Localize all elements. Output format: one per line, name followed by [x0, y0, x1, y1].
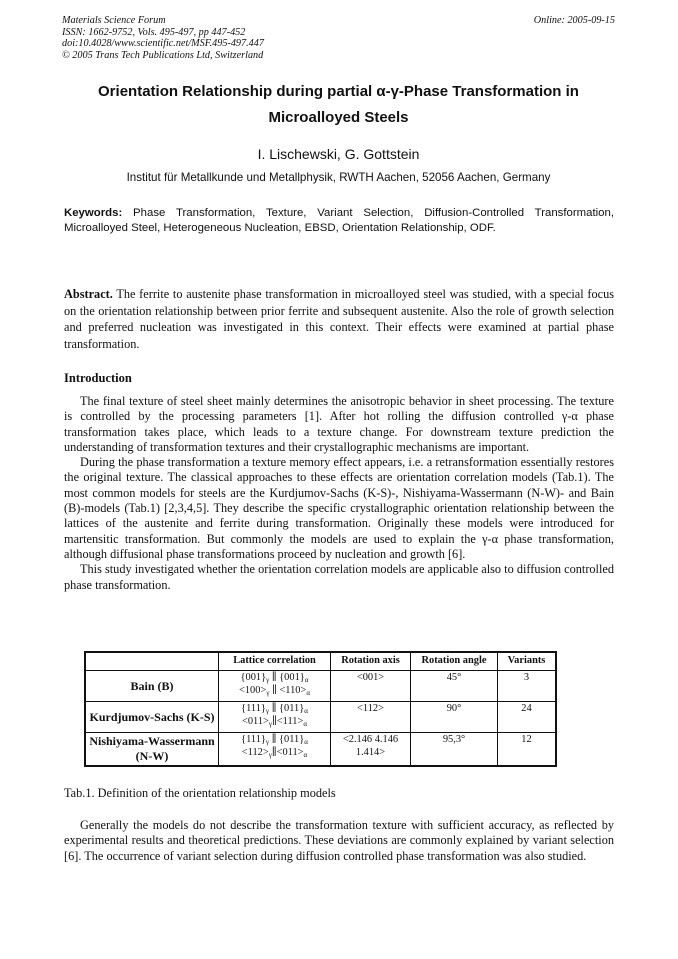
- rotation-angle: 45°: [411, 671, 498, 702]
- rotation-angle: 95,3°: [411, 733, 498, 767]
- table-row: [85, 671, 556, 702]
- plane-relation: $\{111\}_\gamma$ ∥ $\{011\}_\alpha$: [241, 734, 308, 746]
- abstract-block: [64, 286, 614, 352]
- rotation-angle: 90°: [411, 702, 498, 733]
- keywords-text: Phase Transformation, Texture, Variant Selection, Diffusion-Controlled Transformation, Microalloyed Steel, Heterogeneous Nucleation, EBSD, Orientation Relationship, ODF.: [64, 207, 614, 234]
- direction-relation: $<100>_\gamma$ ∥ $<110>_\alpha$: [239, 684, 310, 697]
- paper-title: Orientation Relationship during partial α-γ-Phase Transformation in Microalloyed Steels: [98, 83, 579, 126]
- lattice-correlation: [219, 702, 331, 733]
- abstract-label: Abstract.: [64, 287, 113, 301]
- table-header-cell: [85, 652, 219, 671]
- lattice-correlation: [219, 733, 331, 767]
- table-row: [85, 733, 556, 767]
- table-header-cell: Lattice correlation: [219, 652, 331, 671]
- abstract-text: The ferrite to austenite phase transformation in microalloyed steel was studied, with a special focus on the orientation relationship between prior ferrite and subsequent austenite. Also the role of growth selection and preferred nucleation was investigated in this context. Their effects were examined at partial phase transformation.: [64, 287, 614, 351]
- doi-line[interactable]: doi:10.4028/www.scientific.net/MSF.495-497.447: [62, 38, 264, 49]
- table-header-cell: Rotation angle: [411, 652, 498, 671]
- copyright-line: © 2005 Trans Tech Publications Ltd, Switzerland: [62, 49, 264, 61]
- variants: 3: [498, 671, 557, 702]
- issn-line: ISSN: 1662-9752, Vols. 495-497, pp 447-452: [62, 26, 246, 38]
- table-header-row: [85, 652, 556, 671]
- intro-paragraph-2: During the phase transformation a texture memory effect appears, i.e. a retransformation essentially restores the original texture. The classical approaches to these effects are orientation correlation models (Tab.1). The most common models for steels are the Kurdjumov-Sachs (K-S)-, Nishiyama-Wassermann (N-W)- and Bain (B)-models (Tab.1) [2,3,4,5]. They describe the specific crystallographic orientation relationship between the lattices of the austenite and ferrite during transformation. Originally these models were introduced for martensitic transformation. But commonly the models are used to explain the γ-α phase transformation, although diffusional phase transformations proceed by nucleation and growth [6].: [64, 455, 614, 561]
- plane-relation: $\{111\}_\gamma$ ∥ $\{011\}_\alpha$: [241, 703, 308, 715]
- variants: 12: [498, 733, 557, 767]
- rotation-axis: <112>: [331, 702, 411, 733]
- intro-paragraph-3: This study investigated whether the orientation correlation models are applicable also to diffusion controlled phase transformation.: [64, 562, 614, 592]
- keywords-label: Keywords:: [64, 207, 123, 219]
- model-name: Bain (B): [85, 671, 219, 702]
- journal-name: Materials Science Forum: [62, 15, 166, 26]
- plane-relation: $\{001\}_\gamma$ ∥ $\{001\}_\alpha$: [240, 672, 309, 684]
- affiliation: Institut für Metallkunde und Metallphysik, RWTH Aachen, 52056 Aachen, Germany: [126, 171, 551, 184]
- journal-header: [62, 15, 615, 61]
- keywords-block: [64, 206, 614, 235]
- authors: I. Lischewski, G. Gottstein: [257, 146, 420, 162]
- orientation-table: [84, 651, 557, 767]
- model-name: Kurdjumov-Sachs (K-S): [85, 702, 219, 733]
- introduction-body: [64, 394, 614, 593]
- table-header-cell: Variants: [498, 652, 557, 671]
- lattice-correlation: [219, 671, 331, 702]
- direction-relation: $<112>_\gamma\parallel<011>_\alpha$: [241, 746, 308, 759]
- table-header-cell: Rotation axis: [331, 652, 411, 671]
- rotation-axis: <001>: [331, 671, 411, 702]
- section-heading-introduction: Introduction: [64, 371, 132, 385]
- table-row: [85, 702, 556, 733]
- table-caption: Tab.1. Definition of the orientation relationship models: [64, 786, 336, 800]
- model-name: Nishiyama-Wassermann (N-W): [85, 733, 219, 767]
- rotation-axis: <2.146 4.146 1.414>: [331, 733, 411, 767]
- body-paragraph: Generally the models do not describe the transformation texture with sufficient accuracy, as reflected by experimental results and theoretical predictions. These deviations are commonly explained by variant selection [6]. The occurrence of variant selection during diffusion controlled phase transformation was also studied.: [64, 818, 614, 863]
- intro-paragraph-1: The final texture of steel sheet mainly determines the anisotropic behavior in sheet processing. The texture is controlled by the processing parameters [1]. After hot rolling the diffusion controlled γ-α phase transformation takes place, which leads to a texture change. For downstream texture prediction the understanding of transformation textures and their crystallographic mechanisms are important.: [64, 394, 614, 454]
- variants: 24: [498, 702, 557, 733]
- online-date: Online: 2005-09-15: [533, 15, 615, 26]
- direction-relation: $<011>_\gamma\parallel<111>_\alpha$: [241, 715, 308, 728]
